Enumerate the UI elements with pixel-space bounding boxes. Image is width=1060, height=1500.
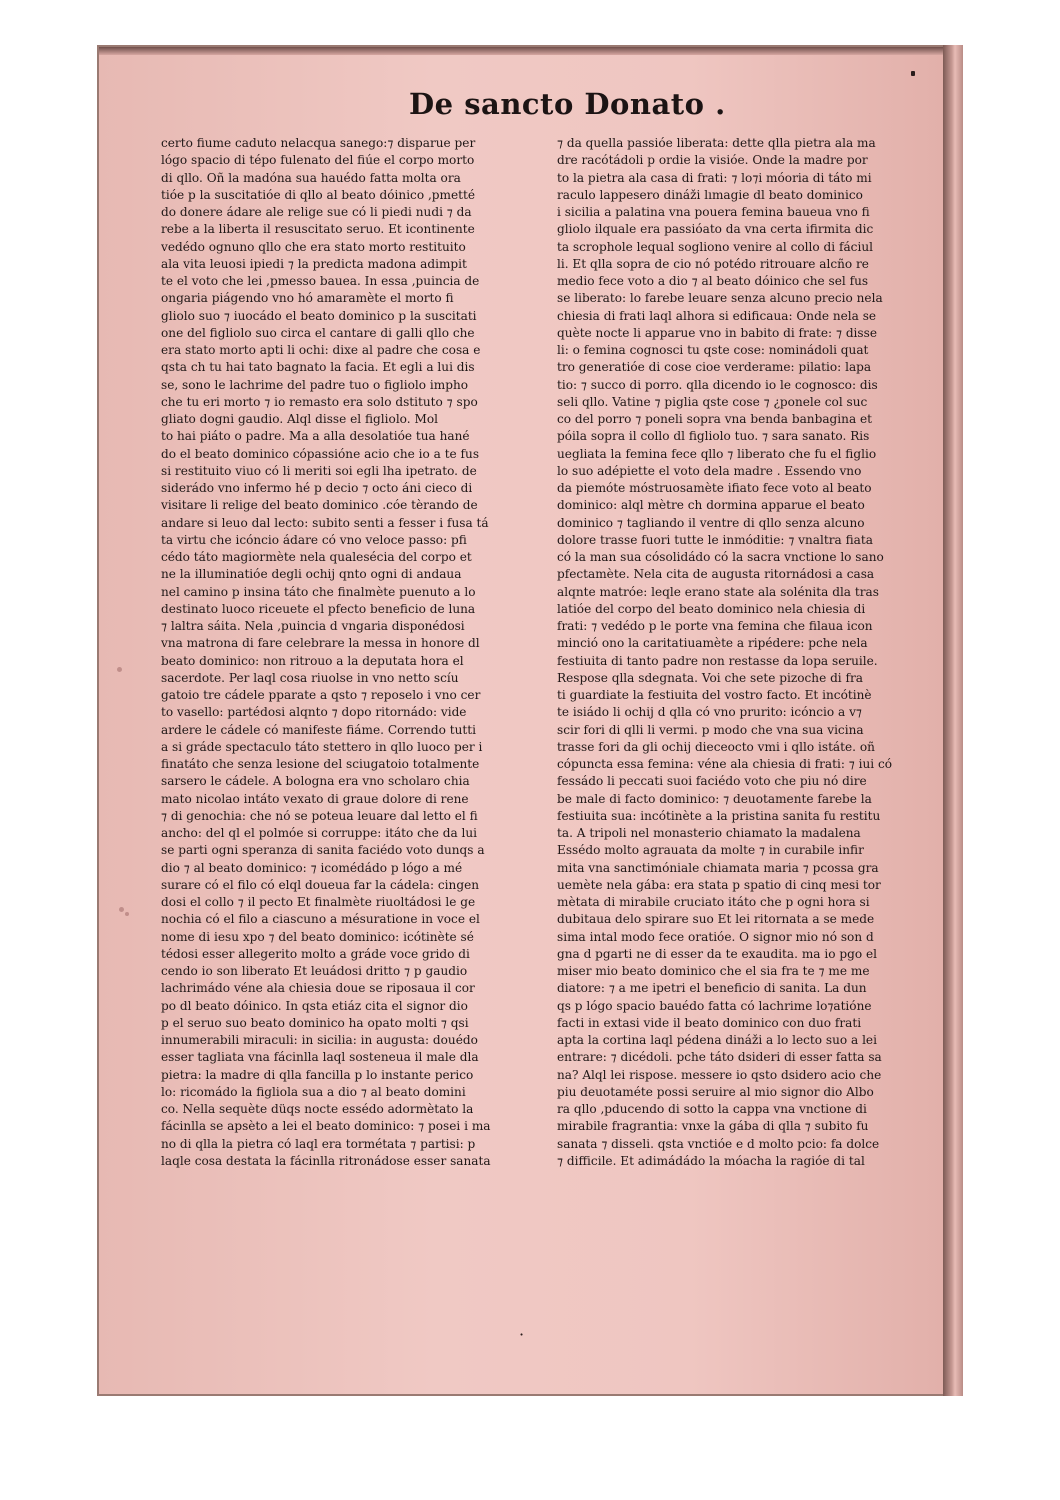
- text-line: cendo io son liberato Et leuádosi dritto ⁊ p gaudio: [161, 964, 468, 978]
- text-line: gna d pgarti ne di esser da te exaudita. ma io pgo el: [557, 946, 877, 961]
- text-line: gatoio tre cádele pparate a qsto ⁊ reposelo i vno cer: [161, 688, 481, 702]
- text-line: ta virtu che icóncio ádare có vno veloce passo: pfi: [161, 532, 467, 547]
- text-line: entrare: ⁊ dicédoli. pche táto dsideri di esser fatta sa: [557, 1050, 882, 1065]
- text-line: mato nicolao intáto vexato di graue dolore di rene: [161, 791, 469, 806]
- ink-speck: [117, 667, 122, 672]
- text-line: ta scrophole lequal sogliono venire al collo di fáciul: [557, 239, 873, 254]
- text-line: alqnte matróe: leqle erano state ala solénita dla tras: [557, 584, 879, 599]
- text-line: se, sono le lachrime del padre tuo o figliolo impho: [161, 377, 469, 392]
- text-line: fessádo li peccati suoi faciédo voto che piu nó dire: [557, 774, 867, 789]
- text-line: Respose qlla sdegnata. Voi che sete pizoche di fra: [557, 670, 863, 685]
- text-line: innumerabili miraculi: in sicilia: in augusta: douédo: [161, 1033, 478, 1047]
- text-line: pfectamète. Nela cita de augusta ritornádosi a casa: [557, 567, 875, 582]
- text-line: ⁊ di genochia: che nó se poteua leuare dal letto el fi: [161, 808, 478, 823]
- text-line: di qllo. Oñ la madóna sua hauédo fatta molta ora: [161, 170, 461, 185]
- text-line: nome di iesu xpo ⁊ del beato dominico: icótinète sé: [161, 929, 474, 944]
- text-line: dominico: alql mètre ch dormina apparue el beato: [557, 498, 865, 513]
- text-line: vedédo ognuno qllo che era stato morto restituito: [161, 239, 466, 254]
- text-line: gliato dogni gaudio. Alql disse el figliolo. Mol: [161, 412, 438, 426]
- text-line: cópuncta essa femina: véne ala chiesia di frati: ⁊ iui có: [557, 757, 893, 771]
- text-line: quète nocte li apparue vno in babito di frate: ⁊ disse: [557, 325, 877, 340]
- text-line: qs p lógo spacio bauédo fatta có lachrime lo⁊atióne: [557, 998, 872, 1013]
- text-line: destinato luoco riceuete el pfecto beneficio de luna: [161, 601, 476, 616]
- text-line: be male di facto dominico: ⁊ deuotamente farebe la: [557, 791, 872, 806]
- text-line: sarsero le cádele. A bologna era vno scholaro chia: [161, 774, 470, 789]
- page-leaf: [99, 47, 943, 1394]
- text-line: ⁊ laltra sáita. Nela ,puincia d vngaria disponédosi: [161, 619, 465, 633]
- text-line: no di qlla la pietra có laql era tormétata ⁊ partisi: p: [161, 1136, 476, 1151]
- text-line: se parti ogni speranza di sanita faciédo voto dunqs a: [161, 843, 485, 858]
- text-line: mirabile fragrantia: vnxe la gába di qlla ⁊ subito fu: [557, 1119, 869, 1134]
- text-line: frati: ⁊ vedédo p le porte vna femina che filaua icon: [557, 619, 873, 633]
- text-line: tióe p la suscitatióe di qllo al beato dóinico ,pmetté: [161, 187, 476, 202]
- text-line: dre racótádoli p ordie la visióe. Onde la madre por: [557, 153, 868, 168]
- text-line: póila sopra il collo dl figliolo tuo. ⁊ sara sanato. Ris: [557, 429, 870, 444]
- text-line: to la pietra ala casa di frati: ⁊ lo⁊i móoria di táto mi: [557, 170, 872, 185]
- text-line: sima intal modo fece oratióe. O signor mio nó son d: [557, 929, 874, 944]
- text-line: piu deuotaméte possi seruire al mio signor dio Albo: [557, 1084, 874, 1099]
- text-line: nochia có el filo a ciascuno a mésuratione in voce el: [161, 912, 480, 927]
- text-line: laqle cosa destata la fácinlla ritronádose esser sanata: [161, 1153, 491, 1168]
- text-line: se liberato: lo farebe leuare senza alcuno precio nela: [557, 291, 883, 306]
- text-line: sacerdote. Per laql cosa riuolse in vno netto scíu: [161, 670, 459, 685]
- text-line: te el voto che lei ,pmesso bauea. In essa ,puincia de: [161, 274, 480, 288]
- text-line: to hai piáto o padre. Ma a alla desolatióe tua hané: [161, 429, 470, 444]
- text-line: apta la cortina laql pédena dináži a lo lecto suo a lei: [557, 1033, 877, 1047]
- text-line: vna matrona di fare celebrare la messa in honore dl: [161, 636, 480, 651]
- text-line: si restituito viuo có li meriti soi egli lha ipetrato. de: [161, 463, 477, 478]
- text-line: dio ⁊ al beato dominico: ⁊ icomédádo p lógo a mé: [161, 860, 463, 875]
- text-line: miser mio beato dominico che el sia fra te ⁊ me me: [557, 964, 870, 978]
- text-line: rebe a la liberta il resuscitato seruo. Et icontinente: [161, 222, 475, 237]
- text-line: era stato morto apti li ochi: dixe al padre che cosa e: [161, 343, 481, 357]
- text-line: trasse fori da gli ochij dieceocto vmi i qllo istáte. oñ: [557, 739, 875, 754]
- text-line: minció ono la caritatiuamète a ripédere: pche nela: [557, 636, 868, 651]
- text-line: uemète nela gába: era stata p spatio di cinq mesi tor: [557, 877, 881, 892]
- text-line: qsta ch tu hai tato bagnato la facia. Et egli a lui dis: [161, 360, 475, 375]
- text-line: lógo spacio di tépo fulenato del fiúe el corpo morto: [161, 153, 475, 168]
- text-line: ala vita leuosi ipiedi ⁊ la predicta madona adimpit: [161, 256, 467, 271]
- text-line: ta. A tripoli nel monasterio chiamato la madalena: [557, 826, 861, 840]
- text-line: có la man sua cósolidádo có la sacra vnctione lo sano: [557, 550, 884, 564]
- text-line: ⁊ difficile. Et adimádádo la móacha la ragióe di tal: [557, 1153, 865, 1168]
- text-line: ⁊ da quella passióe liberata: dette qlla pietra ala ma: [557, 136, 876, 150]
- text-line: dosi el collo ⁊ il pecto Et finalmète riuoltádosi le ge: [161, 895, 476, 909]
- text-line: esser tagliata vna fácinlla laql sosteneua il male dla: [161, 1050, 479, 1065]
- text-line: p el seruo suo beato dominico ha opato molti ⁊ qsi: [161, 1015, 469, 1030]
- text-line: Essédo molto agrauata da molte ⁊ in curabile infir: [557, 843, 864, 858]
- text-line: na? Alql lei rispose. messere io qsto dsidero acio che: [557, 1067, 882, 1082]
- text-line: beato dominico: non ritrouo a la deputata hora el: [161, 653, 464, 668]
- text-line: mètata di mirabile cruciato itáto che p ogni hora si: [557, 895, 870, 909]
- text-line: cédo táto magiormète nela qualesécia del corpo et: [161, 550, 472, 564]
- text-line: raculo lappesero dináži lımagie dl beato dominico: [557, 187, 863, 202]
- text-line: ne la illuminatióe degli ochij qnto ogni di andaua: [161, 567, 462, 582]
- text-line: festiuita di tanto padre non restasse da lopa seruile.: [557, 653, 878, 668]
- text-line: facti in extasi vide il beato dominico con duo frati: [557, 1015, 862, 1030]
- text-line: tio: ⁊ succo di porro. qlla dicendo io le cognosco: dis: [557, 377, 878, 392]
- text-line: po dl beato dóinico. In qsta etiáz cita el signor dio: [161, 998, 468, 1013]
- text-line: do donere ádare ale relige sue có li piedi nudi ⁊ da: [161, 205, 472, 219]
- text-line: lachrimádo véne ala chiesia doue se riposaua il cor: [161, 981, 475, 996]
- text-line: ardere le cádele có manifeste fiáme. Correndo tutti: [161, 722, 476, 737]
- text-line: uegliata la femina fece qllo ⁊ liberato che fu el figlio: [557, 446, 877, 461]
- ink-speck: [125, 912, 129, 916]
- text-column-right: [557, 135, 937, 1170]
- text-line: i sicilia a palatina vna pouera femina baueua vno fi: [557, 205, 870, 219]
- text-line: festiuita sua: incótinète a la pristina sanita fu restitu: [557, 808, 881, 823]
- text-line: ti guardiate la festiuita del vostro facto. Et incótinè: [557, 688, 872, 702]
- text-line: one del figliolo suo circa el cantare di galli qllo che: [161, 325, 475, 340]
- text-line: li: o femina cognosci tu qste cose: nominádoli quat: [557, 343, 869, 357]
- text-line: co del porro ⁊ poneli sopra vna benda banbagina et: [557, 412, 873, 426]
- text-line: lo suo adépiette el voto dela madre . Essendo vno: [557, 463, 862, 478]
- top-edge-shadow: [99, 47, 945, 55]
- text-line: ancho: del ql el polmóe si corruppe: itáto che da lui: [161, 826, 478, 840]
- text-line: li. Et qlla sopra de cio nó potédo ritrouare alcño re: [557, 256, 869, 271]
- text-line: chiesia di frati laql alhora si edificaua: Onde nela se: [557, 308, 877, 323]
- page-dot-mark: [911, 71, 915, 76]
- footer-mark: ·: [519, 1325, 525, 1344]
- text-line: scir fori di qlli li vermi. p modo che vna sua vicina: [557, 722, 864, 737]
- text-line: a si gráde spectaculo táto stettero in qllo luoco per i: [161, 739, 483, 754]
- text-line: siderádo vno infermo hé p decio ⁊ octo áni cieco di: [161, 481, 473, 495]
- text-line: co. Nella sequète düqs nocte essédo adormètato la: [161, 1102, 474, 1116]
- text-line: sanata ⁊ disseli. qsta vnctióe e d molto pcio: fa dolce: [557, 1136, 880, 1151]
- text-line: ongaria piágendo vno hó amaramète el morto fi: [161, 291, 454, 306]
- text-line: medio fece voto a dio ⁊ al beato dóinico che sel fus: [557, 274, 869, 288]
- text-line: seli qllo. Vatine ⁊ piglia qste cose ⁊ ¿ponele col suc: [557, 394, 868, 409]
- ink-speck: [119, 907, 124, 912]
- text-line: finatáto che senza lesione del sciugatoio totalmente: [161, 757, 480, 771]
- text-line: pietra: la madre di qlla fancilla p lo instante perico: [161, 1067, 474, 1082]
- text-line: te isiádo li ochij d qlla có vno prurito: icóncio a v⁊: [557, 705, 862, 720]
- text-line: gliolo ilquale era passióato da vna certa ifirmita dic: [557, 222, 874, 237]
- text-line: tédosi esser allegerito molto a gráde voce grido di: [161, 946, 470, 961]
- text-column-left: [161, 135, 543, 1170]
- text-line: visitare li relige del beato dominico .cóe tèrando de: [161, 498, 478, 513]
- text-line: diatore: ⁊ a me ipetri el beneficio di sanita. La dun: [557, 981, 867, 996]
- text-line: latióe del corpo del beato dominico nela chiesia di: [557, 601, 866, 616]
- text-line: dominico ⁊ tagliando il ventre di qllo senza alcuno: [557, 515, 865, 530]
- text-line: gliolo suo ⁊ iuocádo el beato dominico p la suscitati: [161, 308, 477, 323]
- text-line: dubitaua delo spirare suo Et lei ritornata a se mede: [557, 912, 875, 927]
- text-line: do el beato dominico cópassióne acio che io a te fus: [161, 446, 480, 461]
- scanned-page: [97, 45, 963, 1396]
- text-line: andare si leuo dal lecto: subito senti a fesser i fusa tá: [161, 515, 489, 530]
- text-line: ra qllo ,pducendo di sotto la cappa vna vnctione di: [557, 1102, 867, 1116]
- text-line: to vasello: partédosi alqnto ⁊ dopo ritornádo: vide: [161, 705, 467, 720]
- text-line: che tu eri morto ⁊ io remasto era solo dstituto ⁊ spo: [161, 394, 478, 409]
- text-line: lo: ricomádo la figliola sua a dio ⁊ al beato domini: [161, 1084, 466, 1099]
- text-line: da piemóte móstruosamète ifiato fece voto al beato: [557, 481, 872, 495]
- page-heading: De sancto Donato .: [409, 87, 726, 121]
- book-gutter: [943, 45, 963, 1396]
- text-line: surare có el filo có elql doueua far la cádela: cingen: [161, 877, 480, 892]
- text-line: nel camino p insina táto che finalmète puenuto a lo: [161, 584, 476, 599]
- text-line: dolore trasse fuori tutte le inmóditie: ⁊ vnaltra fiata: [557, 532, 873, 547]
- text-line: tro generatióe di cose cioe verderame: pilatio: lapa: [557, 360, 872, 375]
- text-line: certo fiume caduto nelacqua sanego:⁊ disparue per: [161, 136, 476, 150]
- text-line: fácinlla se apsèto a lei el beato dominico: ⁊ posei i ma: [161, 1119, 491, 1134]
- text-line: mita vna sanctimóniale chiamata maria ⁊ pcossa gra: [557, 860, 879, 875]
